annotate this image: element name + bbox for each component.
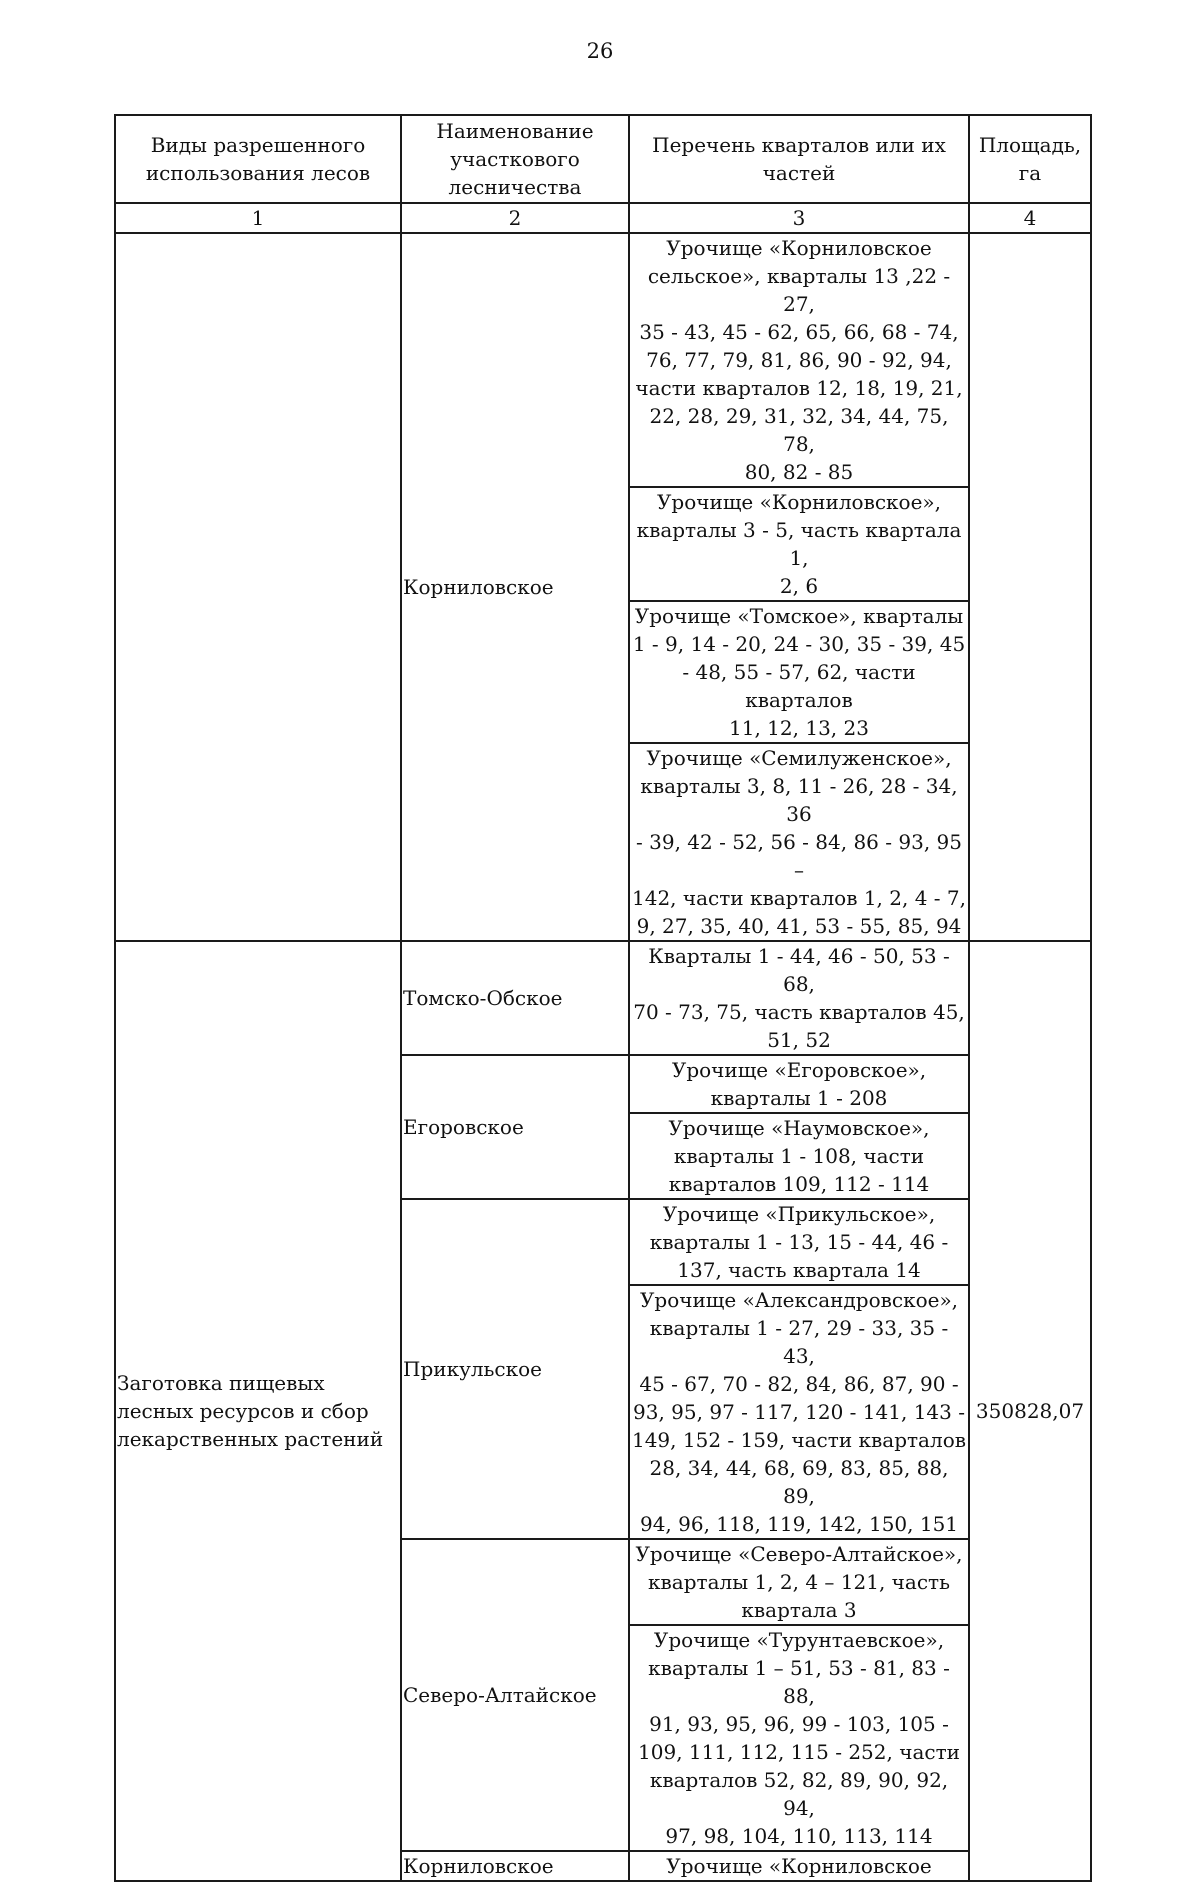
quarters-line: кварталы 1 - 208 bbox=[710, 1086, 888, 1110]
forestry-name: Корниловское bbox=[401, 1851, 629, 1881]
quarters-list bbox=[629, 1055, 969, 1113]
quarters-line: кварталы 1 - 27, 29 - 33, 35 - 43, bbox=[649, 1316, 949, 1368]
quarters-line: 22, 28, 29, 31, 32, 34, 44, 75, 78, bbox=[649, 404, 949, 456]
header-quarters-list: Перечень кварталов или их частей bbox=[629, 115, 969, 203]
quarters-line: - 39, 42 - 52, 56 - 84, 86 - 93, 95 – bbox=[636, 830, 962, 882]
quarters-line: 2, 6 bbox=[779, 574, 819, 598]
quarters-line: 149, 152 - 159, части кварталов bbox=[631, 1428, 966, 1452]
quarters-list bbox=[629, 601, 969, 743]
table-row bbox=[115, 941, 1091, 1055]
quarters-line: Урочище «Егоровское», bbox=[671, 1058, 927, 1082]
page-number: 26 bbox=[586, 39, 614, 63]
quarters-line: Урочище «Турунтаевское», bbox=[653, 1628, 945, 1652]
quarters-line: 94, 96, 118, 119, 142, 150, 151 bbox=[639, 1512, 959, 1536]
quarters-line: 45 - 67, 70 - 82, 84, 86, 87, 90 - bbox=[639, 1372, 959, 1396]
quarters-line: 28, 34, 44, 68, 69, 83, 85, 88, 89, bbox=[649, 1456, 949, 1508]
table-row bbox=[115, 233, 1091, 487]
quarters-list bbox=[629, 1625, 969, 1851]
quarters-line: кварталы 3, 8, 11 - 26, 28 - 34, 36 bbox=[640, 774, 958, 826]
quarters-line: 70 - 73, 75, часть кварталов 45, bbox=[633, 1000, 965, 1024]
column-number: 4 bbox=[969, 203, 1091, 233]
area-value: 350828,07 bbox=[969, 941, 1091, 1881]
quarters-line: кварталы 1 - 13, 15 - 44, 46 - bbox=[649, 1230, 949, 1254]
header-forestry-name: Наименование участкового лесничества bbox=[401, 115, 629, 203]
quarters-list bbox=[629, 1199, 969, 1285]
quarters-list bbox=[629, 743, 969, 941]
quarters-line: кварталы 3 - 5, часть квартала 1, bbox=[636, 518, 962, 570]
quarters-line: Кварталы 1 - 44, 46 - 50, 53 - 68, bbox=[648, 944, 950, 996]
quarters-line: 1 - 9, 14 - 20, 24 - 30, 35 - 39, 45 bbox=[632, 632, 966, 656]
quarters-list bbox=[629, 1285, 969, 1539]
column-number: 2 bbox=[401, 203, 629, 233]
quarters-line: Урочище «Корниловское bbox=[666, 236, 932, 260]
quarters-line: Урочище «Прикульское», bbox=[662, 1202, 936, 1226]
quarters-list bbox=[629, 487, 969, 601]
quarters-list bbox=[629, 941, 969, 1055]
quarters-line: 137, часть квартала 14 bbox=[677, 1258, 921, 1282]
quarters-line: кварталов 109, 112 - 114 bbox=[668, 1172, 930, 1196]
quarters-list bbox=[629, 1113, 969, 1199]
quarters-line: 80, 82 - 85 bbox=[744, 460, 854, 484]
quarters-line: Урочище «Александровское», bbox=[639, 1288, 959, 1312]
quarters-line: 91, 93, 95, 96, 99 - 103, 105 - bbox=[649, 1712, 949, 1736]
forestry-name: Северо-Алтайское bbox=[401, 1539, 629, 1851]
usage-type: Заготовка пищевых лесных ресурсов и сбор лекарственных растений bbox=[115, 941, 401, 1881]
quarters-line: - 48, 55 - 57, 62, части кварталов bbox=[682, 660, 916, 712]
forestry-name: Егоровское bbox=[401, 1055, 629, 1199]
quarters-list bbox=[629, 1851, 969, 1881]
column-number: 3 bbox=[629, 203, 969, 233]
column-numbers-row bbox=[115, 203, 1091, 233]
quarters-line: части кварталов 12, 18, 19, 21, bbox=[635, 376, 963, 400]
quarters-line: кварталы 1 - 108, части bbox=[673, 1144, 925, 1168]
table-header-row bbox=[115, 115, 1091, 203]
quarters-line: кварталы 1, 2, 4 – 121, часть bbox=[648, 1570, 950, 1594]
quarters-line: 97, 98, 104, 110, 113, 114 bbox=[665, 1824, 933, 1848]
quarters-line: Урочище «Северо-Алтайское», bbox=[635, 1542, 963, 1566]
quarters-line: Урочище «Семилуженское», bbox=[646, 746, 952, 770]
quarters-line: Урочище «Корниловское», bbox=[656, 490, 942, 514]
header-area: Площадь, га bbox=[969, 115, 1091, 203]
quarters-line: 51, 52 bbox=[767, 1028, 831, 1052]
forestry-name: Корниловское bbox=[401, 233, 629, 941]
quarters-line: Урочище «Корниловское bbox=[666, 1854, 932, 1878]
header-usage-types: Виды разрешенного использования лесов bbox=[115, 115, 401, 203]
quarters-line: сельское», кварталы 13 ,22 - 27, bbox=[647, 264, 951, 316]
quarters-list bbox=[629, 233, 969, 487]
area-cell-empty bbox=[969, 233, 1091, 941]
quarters-line: 109, 111, 112, 115 - 252, части bbox=[638, 1740, 960, 1764]
quarters-line: кварталы 1 – 51, 53 - 81, 83 - 88, bbox=[648, 1656, 950, 1708]
quarters-line: 76, 77, 79, 81, 86, 90 - 92, 94, bbox=[646, 348, 952, 372]
quarters-line: Урочище «Наумовское», bbox=[668, 1116, 930, 1140]
quarters-line: 142, части кварталов 1, 2, 4 - 7, bbox=[632, 886, 966, 910]
forest-usage-table bbox=[114, 114, 1092, 1882]
usage-cell-empty bbox=[115, 233, 401, 941]
quarters-line: 11, 12, 13, 23 bbox=[729, 716, 869, 740]
quarters-line: 93, 95, 97 - 117, 120 - 141, 143 - bbox=[633, 1400, 965, 1424]
forestry-name: Томско-Обское bbox=[401, 941, 629, 1055]
forestry-name: Прикульское bbox=[401, 1199, 629, 1539]
quarters-line: 9, 27, 35, 40, 41, 53 - 55, 85, 94 bbox=[636, 914, 962, 938]
quarters-line: квартала 3 bbox=[741, 1598, 857, 1622]
quarters-line: 35 - 43, 45 - 62, 65, 66, 68 - 74, bbox=[639, 320, 959, 344]
quarters-list bbox=[629, 1539, 969, 1625]
column-number: 1 bbox=[115, 203, 401, 233]
quarters-line: кварталов 52, 82, 89, 90, 92, 94, bbox=[649, 1768, 949, 1820]
quarters-line: Урочище «Томское», кварталы bbox=[634, 604, 964, 628]
